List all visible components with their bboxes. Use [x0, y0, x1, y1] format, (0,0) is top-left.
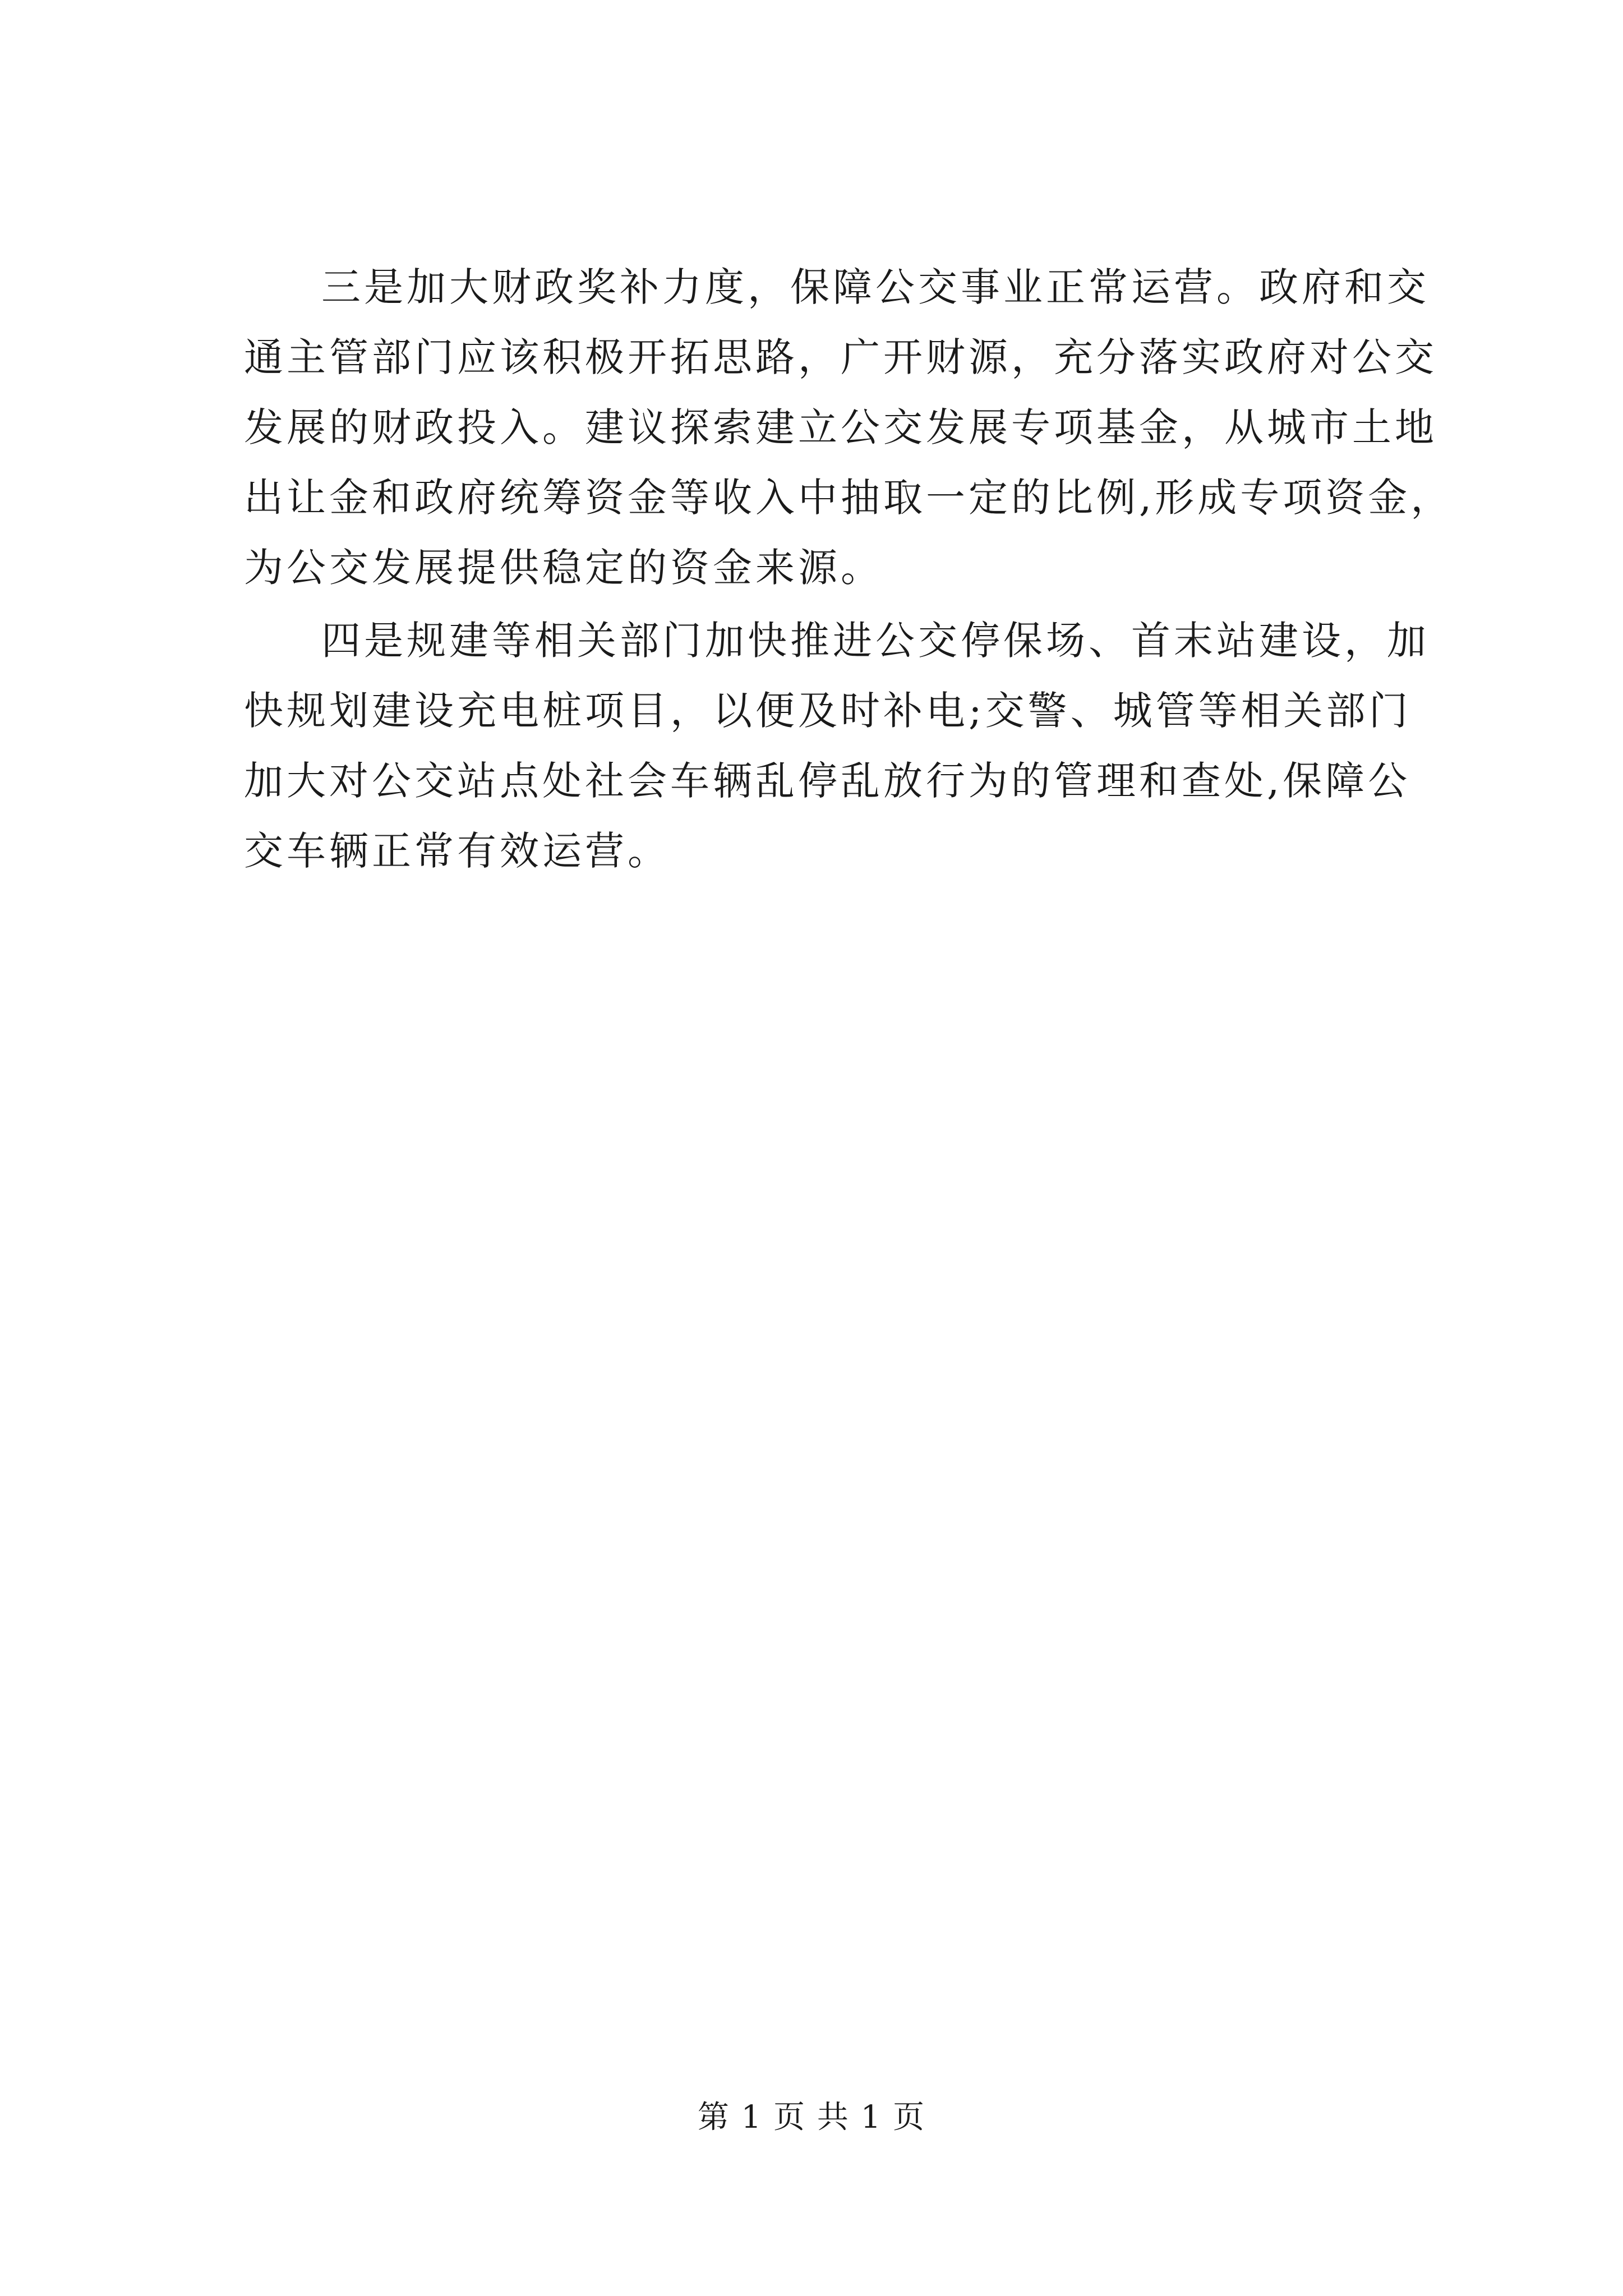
paragraph-line: 三是加大财政奖补力度，保障公交事业正常运营。政府和交	[321, 264, 1430, 310]
paragraph-line: 快规划建设充电桩项目，以便及时补电;交警、城管等相关部门	[244, 688, 1412, 734]
paragraph-line: 加大对公交站点处社会车辆乱停乱放行为的管理和查处,保障公	[244, 758, 1411, 804]
paragraph	[244, 252, 1454, 603]
paragraph-line: 发展的财政投入。建议探索建立公交发展专项基金，从城市土地	[244, 404, 1437, 450]
paragraph-line: 出让金和政府统筹资金等收入中抽取一定的比例,形成专项资金，	[244, 475, 1454, 521]
paragraph-line: 交车辆正常有效运营。	[244, 828, 670, 874]
paragraph-line: 为公交发展提供稳定的资金来源。	[244, 545, 883, 591]
document-body	[244, 252, 1454, 886]
paragraph-line: 通主管部门应该积极开拓思路，广开财源，充分落实政府对公交	[244, 334, 1437, 380]
paragraph-line: 四是规建等相关部门加快推进公交停保场、首末站建设，加	[321, 618, 1430, 664]
paragraph	[244, 606, 1430, 886]
page-footer: 第 1 页 共 1 页	[697, 2099, 926, 2136]
